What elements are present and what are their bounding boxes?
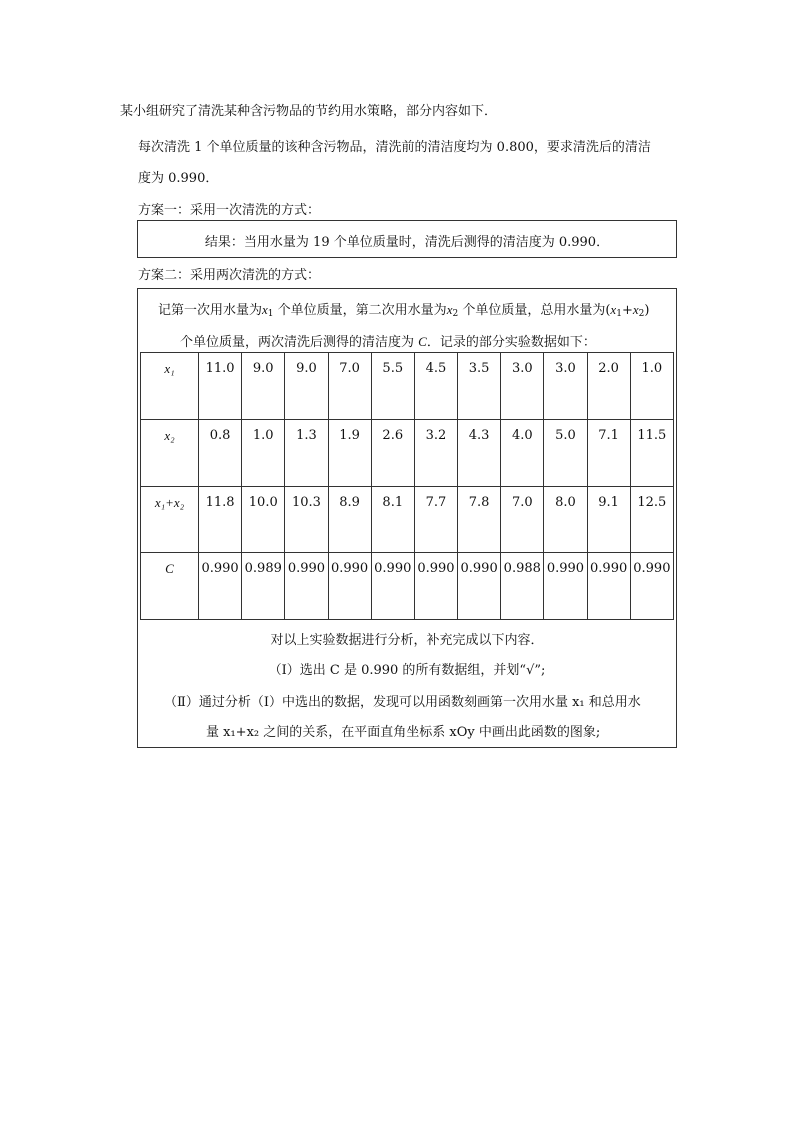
- table-cell: 10.3: [285, 486, 328, 553]
- table-cell: 9.0: [285, 353, 328, 420]
- table-cell: 4.3: [458, 419, 501, 486]
- plan-1-result-box: [137, 220, 677, 258]
- desc-sub-2b: 2: [638, 309, 645, 319]
- paragraph-1-line-2: 度为 0.990．: [138, 171, 219, 186]
- desc-text-b: 个单位质量，第二次用水量为: [277, 303, 447, 318]
- desc-var-x2b: x: [632, 302, 639, 317]
- table-row: [141, 419, 674, 486]
- table-cell: 3.0: [544, 353, 587, 420]
- table-cell: 3.0: [501, 353, 544, 420]
- table-cell: 0.988: [501, 553, 544, 620]
- desc-sub-1: 1: [267, 309, 274, 319]
- question-2-line-2: 量 x₁+x₂ 之间的关系，在平面直角坐标系 xOy 中画出此函数的图象;: [206, 725, 601, 740]
- desc-var-C: C: [418, 334, 427, 349]
- table-cell: 11.5: [630, 419, 673, 486]
- table-cell: 1.9: [328, 419, 371, 486]
- intro-text: 某小组研究了清洗某种含污物品的节约用水策略，部分内容如下．: [120, 104, 498, 119]
- row-label: x₂: [141, 419, 199, 486]
- table-cell: 0.8: [199, 419, 242, 486]
- table-row: [141, 553, 674, 620]
- table-cell: 7.0: [328, 353, 371, 420]
- table-cell: 1.3: [285, 419, 328, 486]
- table-cell: 2.0: [587, 353, 630, 420]
- desc-text-e: ): [644, 303, 650, 318]
- row-label: C: [141, 553, 199, 620]
- table-row: [141, 353, 674, 420]
- table-cell: 0.990: [371, 553, 414, 620]
- table-cell: 8.0: [544, 486, 587, 553]
- plan-2-description-line-2: [180, 331, 596, 350]
- desc-sub-2: 2: [452, 309, 459, 319]
- table-cell: 11.8: [199, 486, 242, 553]
- row-label: x₁: [141, 353, 199, 420]
- desc-sub-1b: 1: [616, 309, 622, 319]
- table-cell: 3.5: [458, 353, 501, 420]
- table-cell: 0.990: [414, 553, 457, 620]
- paragraph-1-line-1: 每次清洗 1 个单位质量的该种含污物品，清洗前的清洁度均为 0.800，要求清洗后的清洁: [138, 140, 651, 155]
- table-cell: 0.990: [544, 553, 587, 620]
- table-cell: 8.9: [328, 486, 371, 553]
- table-cell: 3.2: [414, 419, 457, 486]
- desc-var-x1: x: [262, 302, 268, 317]
- table-cell: 2.6: [371, 419, 414, 486]
- table-cell: 1.0: [242, 419, 285, 486]
- table-cell: 4.5: [414, 353, 457, 420]
- plan-1-result-text: 结果：当用水量为 19 个单位质量时，清洗后测得的清洁度为 0.990．: [204, 235, 610, 250]
- desc-text-line2b: ．记录的部分实验数据如下：: [426, 335, 596, 350]
- plan-2-title: 方案二：采用两次清洗的方式：: [138, 268, 321, 283]
- table-cell: 4.0: [501, 419, 544, 486]
- table-cell: 1.0: [630, 353, 673, 420]
- table-cell: 12.5: [630, 486, 673, 553]
- desc-plus: +: [621, 303, 633, 318]
- question-1: （Ⅰ）选出 C 是 0.990 的所有数据组，并划“√”;: [268, 663, 546, 678]
- desc-var-x1b: x: [610, 302, 617, 317]
- plan-1-title: 方案一：采用一次清洗的方式：: [138, 203, 321, 218]
- analysis-text: 对以上实验数据进行分析，补充完成以下内容．: [270, 633, 544, 648]
- table-cell: 7.1: [587, 419, 630, 486]
- table-cell: 8.1: [371, 486, 414, 553]
- table-cell: 0.990: [630, 553, 673, 620]
- table-cell: 0.990: [458, 553, 501, 620]
- table-row: [141, 486, 674, 553]
- desc-text-a: 记第一次用水量为: [158, 303, 263, 318]
- table-cell: 7.7: [414, 486, 457, 553]
- table-cell: 0.990: [328, 553, 371, 620]
- table-cell: 0.990: [199, 553, 242, 620]
- question-2-line-1: （Ⅱ）通过分析（Ⅰ）中选出的数据，发现可以用函数刻画第一次用水量 x₁ 和总用水: [164, 695, 641, 710]
- desc-text-c: 个单位质量，总用水量为(: [462, 303, 611, 318]
- table-cell: 11.0: [199, 353, 242, 420]
- table-cell: 5.5: [371, 353, 414, 420]
- table-cell: 10.0: [242, 486, 285, 553]
- table-cell: 0.990: [587, 553, 630, 620]
- desc-var-x2: x: [446, 302, 453, 317]
- table-cell: 0.989: [242, 553, 285, 620]
- table-cell: 7.8: [458, 486, 501, 553]
- table-cell: 7.0: [501, 486, 544, 553]
- table-cell: 5.0: [544, 419, 587, 486]
- row-label: x₁+x₂: [141, 486, 199, 553]
- experiment-data-table: [140, 352, 674, 620]
- table-cell: 9.0: [242, 353, 285, 420]
- table-cell: 9.1: [587, 486, 630, 553]
- table-cell: 0.990: [285, 553, 328, 620]
- plan-2-description-line-1: [158, 299, 649, 319]
- desc-text-line2a: 个单位质量，两次清洗后测得的清洁度为: [180, 335, 415, 350]
